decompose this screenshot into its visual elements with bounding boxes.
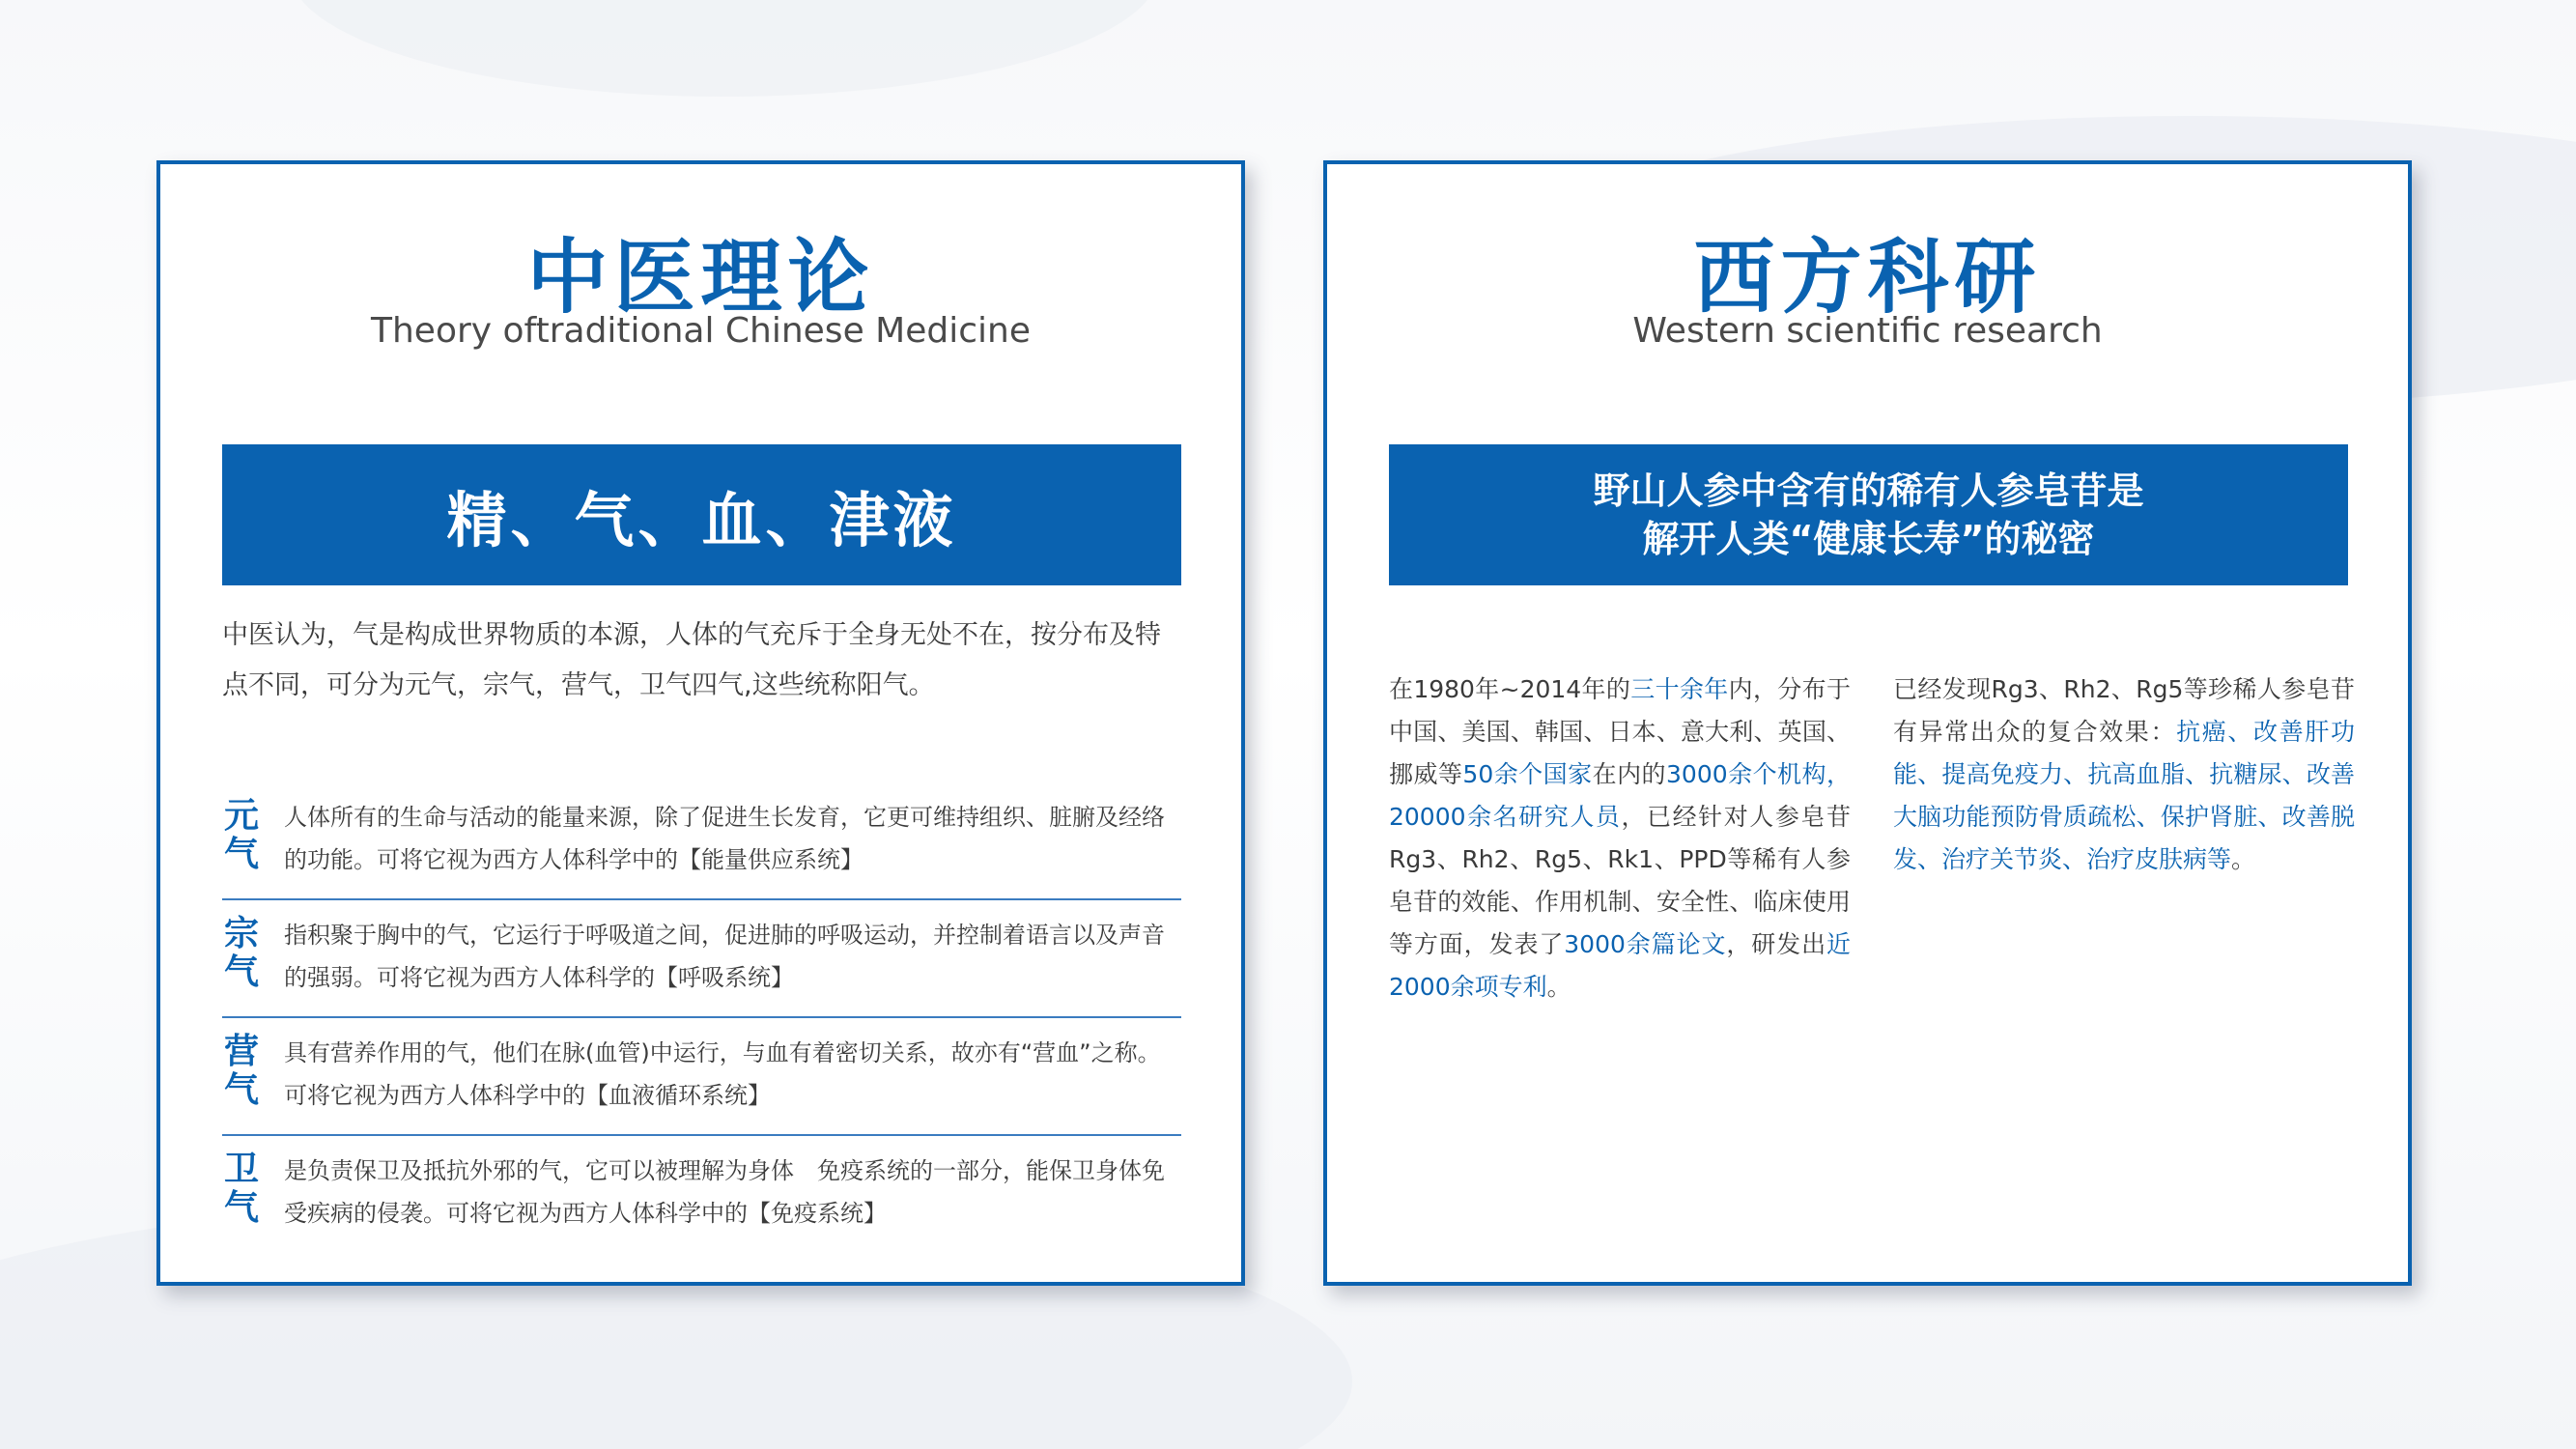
qi-description: 人体所有的生命与活动的能量来源，除了促进生长发育，它更可维持组织、脏腑及经络的功能。可将它视为西方人体科学中的【能量供应系统】 (284, 804, 1165, 873)
card-banner: 精、气、血、津液 (222, 444, 1181, 585)
qi-list (222, 782, 1181, 1254)
card-title: 中医理论 (526, 230, 875, 325)
text-run: 已经发现Rg3、Rh2、Rg5等珍稀人参皂苷有异常出众的复合效果： (1893, 675, 2355, 746)
research-column-1 (1389, 668, 1851, 1009)
card-subtitle: Theory oftraditional Chinese Medicine (371, 311, 1031, 351)
highlight-run: 3000余个机构，20000余名研究人员 (1389, 760, 1851, 831)
qi-item (222, 782, 1181, 900)
card-subtitle: Western scientific research (1632, 311, 2103, 351)
intro-paragraph: 中医认为，气是构成世界物质的本源，人体的气充斥于全身无处不在，按分布及特点不同，可分为元气，宗气，营气，卫气四气,这些统称阳气。 (222, 620, 1161, 700)
card-title: 西方科研 (1693, 230, 2042, 325)
qi-item (222, 1018, 1181, 1136)
qi-item (222, 1136, 1181, 1254)
tcm-theory-card (156, 160, 1245, 1286)
text-run: ，已经针对人参皂苷Rg3、Rh2、Rg5、Rk1、PPD等稀有人参皂苷的效能、作用机制、安全性、临床使用等方面，发表了 (1389, 803, 1851, 958)
banner-line: 野山人参中含有的稀有人参皂苷是 (1593, 469, 2144, 512)
text-run: 。 (2231, 845, 2256, 873)
research-column-2 (1893, 668, 2355, 881)
highlight-run: 3000余篇论文 (1564, 930, 1727, 958)
text-run: 内，分布于中国、美国、韩国、日本、意大利、英国、挪威等 (1389, 675, 1851, 788)
qi-item (222, 900, 1181, 1018)
qi-label: 宗气 (223, 914, 259, 992)
qi-label: 营气 (223, 1032, 259, 1110)
text-run: 。 (1546, 973, 1571, 1001)
background-wave (290, 0, 1159, 97)
banner-line: 解开人类“健康长寿”的秘密 (1642, 518, 2095, 560)
card-banner (1389, 444, 2348, 585)
text-run: ，研发出 (1726, 930, 1826, 958)
qi-description: 是负责保卫及抵抗外邪的气，它可以被理解为身体 免疫系统的一部分，能保卫身体免受疾病的侵袭。可将它视为西方人体科学中的【免疫系统】 (284, 1157, 1165, 1227)
text-run: 在内的 (1592, 760, 1667, 788)
qi-description: 具有营养作用的气，他们在脉(血管)中运行，与血有着密切关系，故亦有“营血”之称。可将它视为西方人体科学中的【血液循环系统】 (284, 1039, 1161, 1109)
text-run: 在1980年~2014年的 (1389, 675, 1631, 703)
qi-label: 卫气 (223, 1150, 259, 1228)
highlight-run: 三十余年 (1630, 675, 1729, 703)
qi-label: 元气 (223, 796, 259, 874)
highlight-run: 50余个国家 (1462, 760, 1593, 788)
qi-description: 指积聚于胸中的气，它运行于呼吸道之间，促进肺的呼吸运动，并控制着语言以及声音的强弱。可将它视为西方人体科学的【呼吸系统】 (284, 922, 1165, 991)
western-research-card (1323, 160, 2412, 1286)
highlight-run: 近2000余项专利 (1389, 930, 1851, 1001)
highlight-run: 抗癌、改善肝功能、提高免疫力、抗高血脂、抗糖尿、改善大脑功能预防骨质疏松、保护肾脏、改善脱发、治疗关节炎、治疗皮肤病等 (1893, 718, 2355, 873)
